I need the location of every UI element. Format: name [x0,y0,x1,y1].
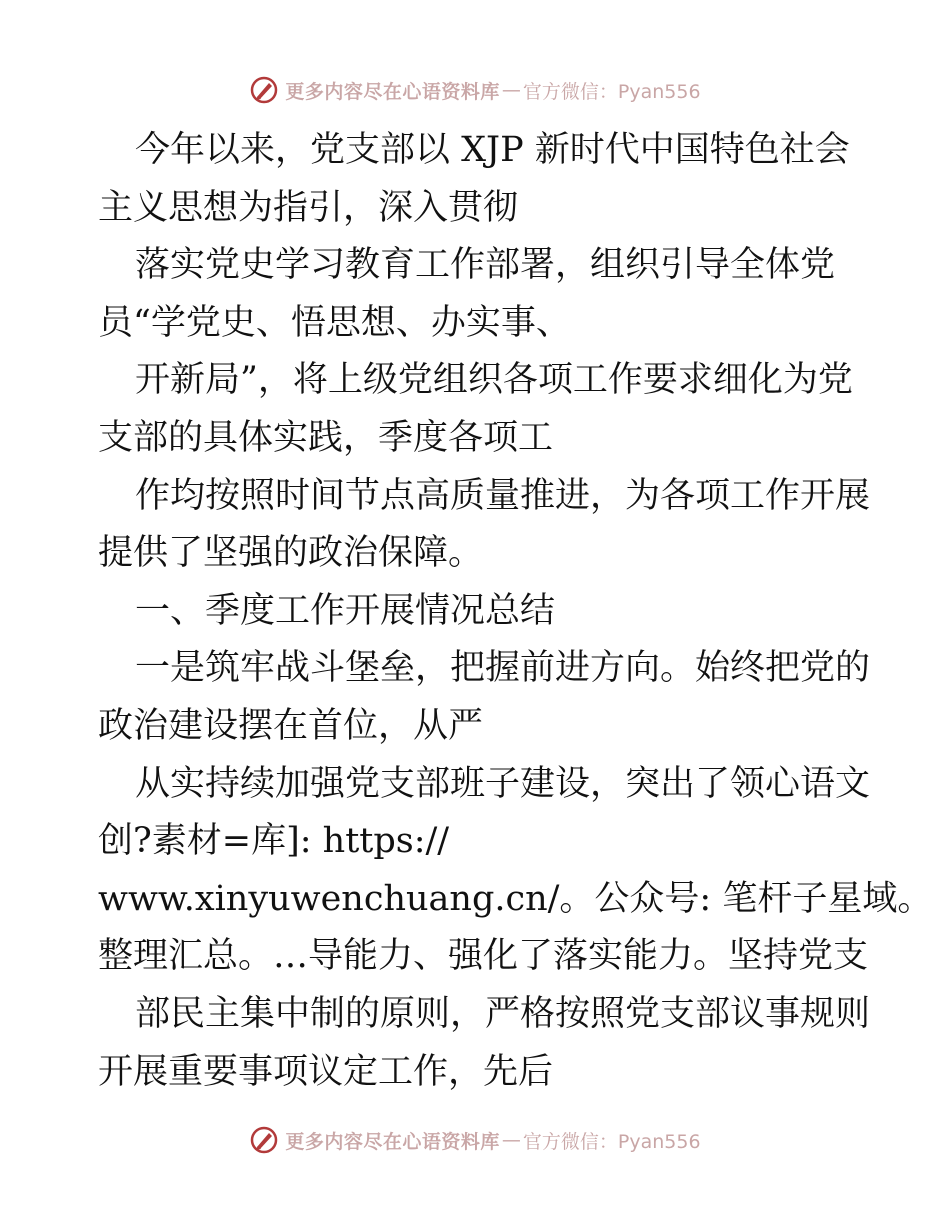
body-line: 从实持续加强党支部班子建设，突出了领心语文 [135,763,871,804]
body-line: 整理汇总。…导能力、强化了落实能力。坚持党支 [98,936,869,977]
body-line: 开新局”，将上级党组织各项工作要求细化为党 [135,360,853,401]
document-body [98,122,933,1101]
pen-logo-icon [249,75,279,105]
header-watermark-main: 更多内容尽在心语资料库 [285,80,500,103]
body-line: 员“学党史、悟思想、办实事、 [98,302,571,343]
body-line: 落实党史学习教育工作部署，组织引导全体党 [135,245,836,286]
footer-watermark-dash: — [501,1129,521,1151]
header-watermark-sub: 官方微信：Pyan556 [522,80,701,103]
body-line: 提供了坚强的政治保障。 [98,533,484,574]
footer-watermark [0,1120,950,1160]
body-line: www.xinyuwenchuang.cn/。公众号: 笔杆子星域。 [98,878,933,919]
section-heading: 一、季度工作开展情况总结 [135,590,556,631]
body-line: 今年以来，党支部以 XJP 新时代中国特色社会 [135,130,850,170]
pen-logo-icon [249,1125,279,1155]
footer-watermark-sub: 官方微信：Pyan556 [522,1130,701,1153]
body-line: 作均按照时间节点高质量推进，为各项工作开展 [135,475,871,516]
body-line: 支部的具体实践，季度各项工 [98,417,554,458]
body-line: 开展重要事项议定工作，先后 [98,1051,554,1092]
body-line: 政治建设摆在首位，从严 [98,705,484,746]
header-watermark-dash: — [501,79,521,101]
body-line: 主义思想为指引，深入贯彻 [98,187,519,228]
body-line: 创?素材=库]: https:// [98,821,450,862]
body-line: 部民主集中制的原则，严格按照党支部议事规则 [135,993,871,1034]
body-line: 一是筑牢战斗堡垒，把握前进方向。始终把党的 [135,648,871,689]
header-watermark [0,70,950,110]
footer-watermark-main: 更多内容尽在心语资料库 [285,1130,500,1153]
